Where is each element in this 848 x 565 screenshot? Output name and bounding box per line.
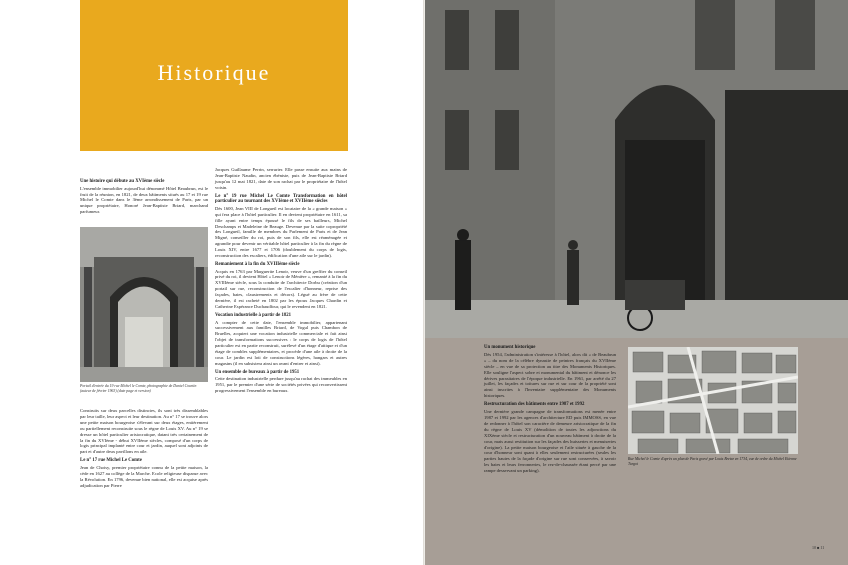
section-body: Jacques Guillaume Perrin, serrurier. Elle passe ensuite aux mains de Jean-Baptiste Naudin, ancien ébéniste, puis de Jean-Baptiste Briard jusqu'au 12 mai 1821, date de son rachat par le propriétaire de l'hôtel voisin.	[215, 167, 347, 190]
section-heading: Remaniement à la fin du XVIIIème siècle	[215, 261, 300, 267]
page-title: Historique	[157, 60, 271, 85]
left-column-2	[215, 167, 347, 397]
section-body: Dès 1954, l'administration s'intéresse à l'hôtel, alors dit « de Beaubrun » – du nom de la célèbre dynastie de peintres français du XVIIème siècle – en vue de sa protection au titre des Monuments Historiques. Elle souligne l'aspect sobre et monumental du bâtiment et dénonce les dérives parasitaires de l'époque industrielle. En 1961, par arrêté du 27 juillet, les façades et toitures sur rue et sur cour de la propriété sont ainsi inscrites à l'Inventaire supplémentaire des Monuments historiques.	[484, 351, 616, 399]
historic-map	[628, 347, 798, 454]
map-caption: Rue Michel le Comte d'après un plan de Paris gravé par Louis Bretez en 1734, vue de ordre du Michel Etienne Turgot	[628, 457, 797, 466]
title-banner	[80, 0, 348, 151]
portal-photo	[80, 227, 208, 382]
section-body: Dès 1600, Jean VIII de Longueil est locataire de la « grande maison » qui fera place à l'hôtel particulier. Il en devient propriétaire en 1611, sa fille ayant entre temps épousé le fils de ses bailleurs, Michel Deschamps et Madeleine de Beauge. Devenue par la suite copropriété des Longueil, famille de membres du Parlement de Paris et de Jean Migné, conseiller du roi, puis de son fils, elle est réaménagée et agrandie pour devenir un véritable hôtel particulier à la fin du règne de Louis XIV, entre 1677 et 1706 (doublement du corps de logis, reconstruction des escaliers, édification d'une aile sur le jardin).	[215, 205, 347, 259]
right-column	[484, 343, 616, 477]
section-body: Cette destination industrielle perdure jusqu'au rachat des immeubles en 1951, par le premier d'une série de sociétés privées qui reconvertissent progressivement l'ensemble en bureaux.	[215, 376, 347, 394]
section-body: A compter de cette date, l'ensemble immobilier, appartenant successivement aux familles Briard, de Vogul puis Chambon de Bruelles, acquiert une vocation industrielle commerciale et fait ainsi l'objet de transformations successives : le corps de logis de l'hôtel particulier est en partie reconstruit, surélevé d'un étage d'attique et d'un étage de combles supplémentaires, et procède d'une aile à droite de la cour. Le jardin est loti de constructions légères, hangars et autres magasins (il en subsistera ainsi un avant d'entrer et ainsi).	[215, 319, 347, 366]
section-heading: Une histoire qui débute au XVIème siècle	[80, 179, 165, 184]
left-column-1-top	[80, 177, 208, 218]
section-heading: Un monument historique	[484, 345, 536, 350]
photo-caption: Portail d'entrée du 19 rue Michel le Comte, photographie de Daniel Courtin (auteur de février 1963) (date page et version)	[80, 384, 197, 393]
page-numbers: 10 ■ 11	[812, 545, 825, 550]
section-heading: Restructuration des bâtiments entre 1987 et 1992	[484, 402, 585, 408]
section-body: Une dernière grande campagne de transformations est menée entre 1987 et 1992 par les agences d'architecture ED puis IMMOSS, en vue de redonner à l'hôtel son caractère de demeure aristocratique de la fin du règne de Louis XV (démolition de toutes les adjonctions du XIXème siècle et restructuration d'un nouveau bâtiment à droite de la cour, mais aussi restitution sur les façades des huisseries et menuiseries d'origine). La petite maison bourgeoise et l'aile située à gauche de la cour d'honneur sont quant à elles seulement restructurées (seules les parties hautes de la façade d'origine sur rue sont conservées, à savoir les baies et leurs ferronneries, le rez-de-chaussée étant percé par une rampe desservant un parking).	[484, 409, 616, 474]
street-photo	[425, 0, 848, 338]
section-body: Jean de Choisy, premier propriétaire connu de la petite maison, la cède en 1627 au collège de la Marche. Ecole religieuse disparue avec la Révolution. En 1796, devenue bien national, elle est acquise après adjudication par Pierre	[80, 464, 208, 488]
section-body: L'ensemble immobilier aujourd'hui dénommé Hôtel Beaubrun, est le fruit de la réunion, en 1821, de deux bâtiments situés au 17 et 19 rue Michel le Comte dans le 3ème arrondissement de Paris, par un unique propriétaire, Honoré Jean-Baptiste Briard, marchand parfumeur.	[80, 185, 208, 215]
section-body: Construits sur deux parcelles distinctes, ils sont très dissemblables par leur taille, leur aspect et leur destination. Au n° 17 se trouve alors une petite maison bourgeoise s'élevant sur deux étages, entièrement ou partiellement reconstruite sous le règne de Louis XV. Au n° 19 se dresse un hôtel particulier aristocratique, datant très certainement de la fin du XVIème - début XVIIème siècles, composé d'un corps de logis principal implanté entre cour et jardin, auquel sont adjoints de part et d'autre deux pavillons en aile.	[80, 408, 208, 455]
section-heading: Vocation industrielle à partir de 1821	[215, 312, 292, 318]
section-heading: Le n° 17 rue Michel Le Comte	[80, 458, 142, 464]
section-heading: Le n° 19 rue Michel Le Comte Transformation en hôtel particulier au tournant des XVIème et XVIIème siècles	[215, 193, 347, 205]
section-heading: Un ensemble de bureaux à partir de 1951	[215, 369, 300, 375]
left-column-1-bottom	[80, 408, 208, 491]
section-body: Acquis en 1763 par Marguerite Lenoir, veuve d'un greffier du conseil privé du roi, il devient Hôtel « Lenoir de Ménière », remanié à la fin du XVIIIème siècle, sous la conduite de l'architecte Dorbu (création d'un portail sur rue, reconstruction de l'escalier d'honneur, reprise des façades, baies, claustrements et décors). Légué au frère de cette dernière, il est racheté en 1802 par les époux Jacques Chardin et Catherine Espérance Duchaudfour, qui le revendent en 1821.	[215, 268, 347, 309]
